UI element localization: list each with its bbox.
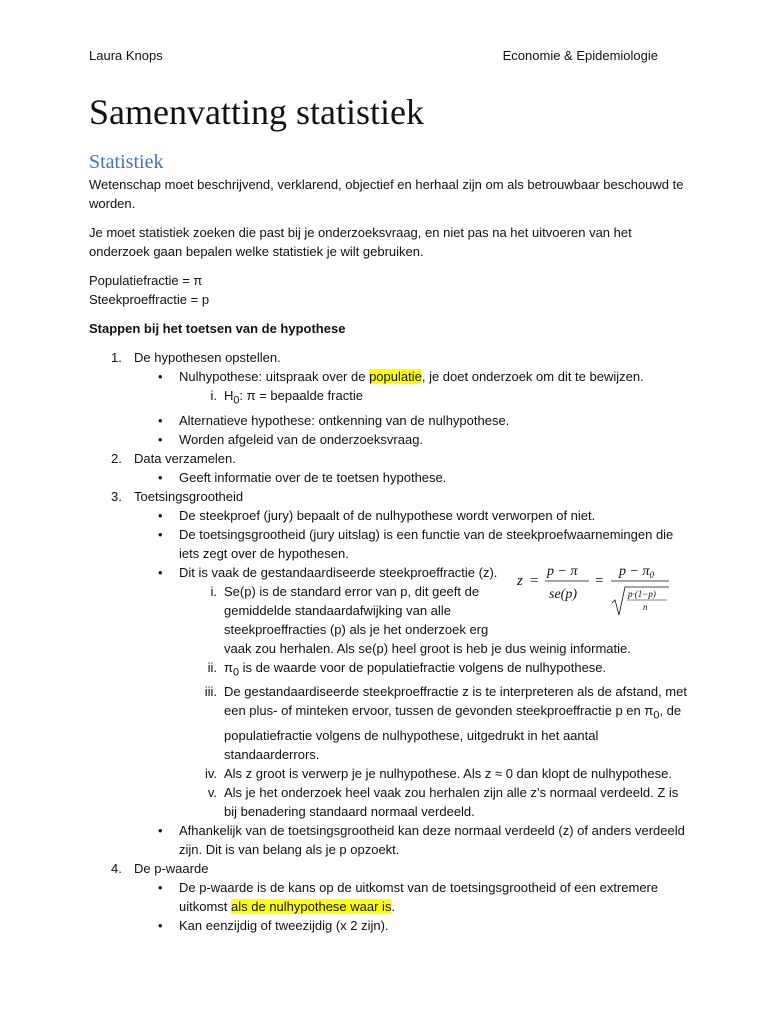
intro-paragraph-1: Wetenschap moet beschrijvend, verklarend, objectief en herhaal zijn om als betrouwbaar beschouwd te worden. xyxy=(89,177,684,211)
z-score-formula xyxy=(515,563,675,623)
bullet-item: • Geeft informatie over de te toetsen hypothese. xyxy=(158,469,447,485)
step-number: 2. xyxy=(111,450,122,466)
roman-item: iii. De gestandaardiseerde steekproeffractie z is te interpreteren als de afstand, met een plus- of minteken ervoor, tussen de gevonden steekproeffractie p en $\pi_0$, de populatiefractie volgens de nulhypothese, uitgedrukt in het aantal standaarderrors. xyxy=(89,682,689,764)
roman-number: i. xyxy=(210,583,217,599)
definition-population: Populatiefractie = π xyxy=(89,273,203,288)
bullet-item: • Worden afgeleid van de onderzoeksvraag. xyxy=(158,431,424,447)
formula-z: z xyxy=(517,573,523,589)
roman-item: i. Se(p) is de standard error van p, dit geeft de gemiddelde standaardafwijking van alle steekproeffracties (p) als je het onderzoek erg vaak zou herhalen. Als se(p) heel groot is heb je dus weinig informatie. xyxy=(89,582,689,658)
roman-item: v. Als je het onderzoek heel vaak zou herhalen zijn alle z’s normaal verdeeld. Z is bij benadering standaard normaal verdeeld. xyxy=(89,783,689,821)
bullet-item: • Afhankelijk van de toetsingsgrootheid kan deze normaal verdeeld (z) of anders verdeeld zijn. Dit is van belang als je p opzoekt. xyxy=(158,822,685,857)
step-4 xyxy=(89,859,689,878)
roman-number: ii. xyxy=(207,659,217,675)
bullet-icon: • xyxy=(158,564,163,580)
document-title: Samenvatting statistiek xyxy=(89,92,424,132)
highlight: populatie xyxy=(369,369,422,384)
bullet-icon: • xyxy=(158,879,163,895)
roman-number: i. xyxy=(210,388,217,403)
steps-heading: Stappen bij het toetsen van de hypothese xyxy=(89,321,346,336)
step-2 xyxy=(89,449,689,468)
bullet-item: • Nulhypothese: uitspraak over de populatie, je doet onderzoek om dit te bewijzen. xyxy=(158,369,644,384)
formula-numerator-2: $p - \pi_0$ xyxy=(619,564,654,580)
roman-item: ii. $\pi_0$ is de waarde voor de populatiefractie volgens de nulhypothese. xyxy=(89,658,689,683)
bullet-item: • Dit is vaak de gestandaardiseerde steekproeffractie (z). xyxy=(158,564,498,580)
bullet-icon: • xyxy=(158,412,163,428)
step-3 xyxy=(89,487,689,506)
bullet-icon: • xyxy=(158,431,163,447)
bullet-item: • Kan eenzijdig of tweezijdig (x 2 zijn). xyxy=(158,917,389,933)
intro-paragraph-2: Je moet statistiek zoeken die past bij je onderzoeksvraag, en niet pas na het uitvoeren van het onderzoek gaan bepalen welke statistiek je wilt gebruiken. xyxy=(89,225,632,259)
formula-equals: = xyxy=(530,573,539,589)
bullet-icon: • xyxy=(158,822,163,838)
header-course: Economie & Epidemiologie xyxy=(502,48,658,63)
step-1 xyxy=(89,348,689,367)
roman-item: iv. Als z groot is verwerp je je nulhypothese. Als z ≈ 0 dan klopt de nulhypothese. xyxy=(89,764,689,783)
roman-number: v. xyxy=(207,784,217,800)
roman-number: iv. xyxy=(204,765,217,781)
bullet-icon: • xyxy=(158,369,163,384)
bullet-icon: • xyxy=(158,507,163,523)
step-text: De hypothesen opstellen. xyxy=(134,350,281,365)
step-text: De p-waarde xyxy=(134,860,209,876)
step-number: 1. xyxy=(111,350,122,365)
definition-sample: Steekproeffractie = p xyxy=(89,292,210,307)
bullet-item: • De toetsingsgrootheid (jury uitslag) is een functie van de steekproefwaarnemingen die iets zegt over de hypothesen. xyxy=(158,526,674,561)
step-text: Toetsingsgrootheid xyxy=(134,488,244,504)
section-heading: Statistiek xyxy=(89,151,164,173)
formula-root-denominator: n xyxy=(643,602,648,612)
bullet-icon: • xyxy=(158,469,163,485)
roman-number: iii. xyxy=(204,684,217,700)
step-number: 4. xyxy=(111,860,122,876)
bullet-item: • De p-waarde is de kans op de uitkomst van de toetsingsgrootheid of een extremere uitkomst als de nulhypothese waar is. xyxy=(158,879,659,914)
step-number: 3. xyxy=(111,488,122,504)
header-author: Laura Knops xyxy=(89,48,163,63)
bullet-icon: • xyxy=(158,917,163,933)
formula-numerator-1: p − π xyxy=(547,564,578,579)
formula-equals: = xyxy=(595,573,604,589)
bullet-item: • Alternatieve hypothese: ontkenning van de nulhypothese. xyxy=(158,412,510,428)
bullet-icon: • xyxy=(158,526,163,542)
document-body xyxy=(89,175,689,935)
step-text: Data verzamelen. xyxy=(134,450,236,466)
formula-denominator-1: se(p) xyxy=(549,587,577,602)
formula-root-numerator: p·(1−p) xyxy=(628,589,656,599)
highlight: als de nulhypothese waar is xyxy=(231,898,392,914)
roman-item: i. $H_0$: π = bepaalde fractie xyxy=(89,386,689,411)
bullet-item: • De steekproef (jury) bepaalt of de nulhypothese wordt verworpen of niet. xyxy=(158,507,596,523)
